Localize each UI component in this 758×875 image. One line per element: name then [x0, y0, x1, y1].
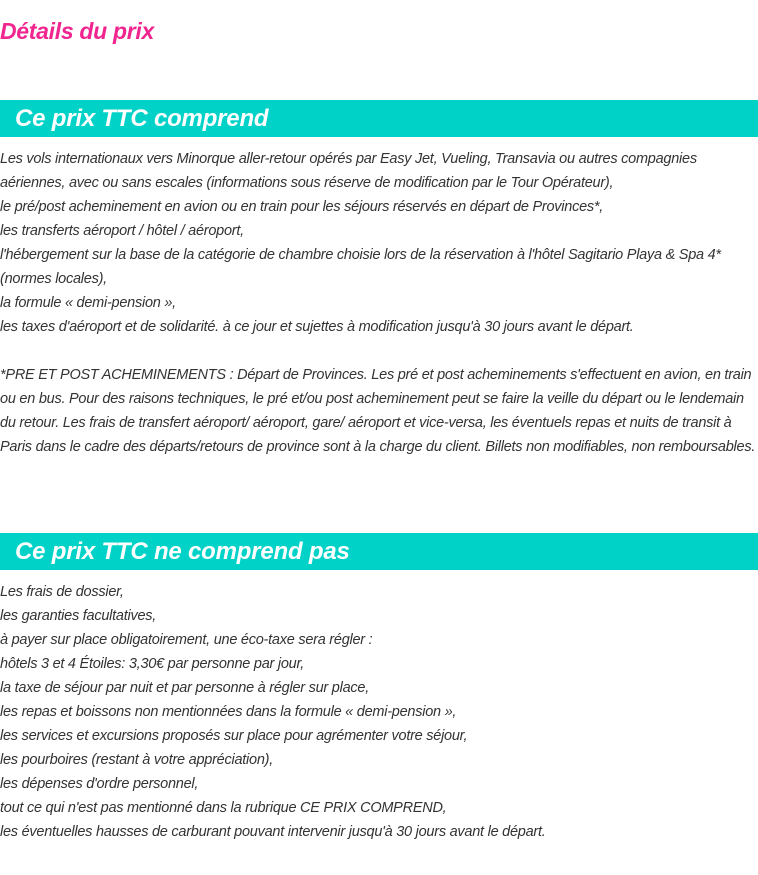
- includes-heading: Ce prix TTC comprend: [15, 105, 269, 132]
- list-item: les transferts aéroport / hôtel / aéroport,: [0, 223, 244, 239]
- excludes-heading: Ce prix TTC ne comprend pas: [15, 538, 350, 565]
- list-item: les repas et boissons non mentionnées dans la formule « demi-pension »,: [0, 704, 457, 720]
- list-item: Les vols internationaux vers Minorque aller-retour opérés par Easy Jet, Vueling, Transavia ou autres compagnies aériennes, avec ou sans escales (informations sous réserve de modification par le Tour Opérateur),: [0, 151, 697, 191]
- list-item: la formule « demi-pension »,: [0, 295, 176, 311]
- page-title: Détails du prix: [0, 18, 154, 44]
- list-item: la taxe de séjour par nuit et par personne à régler sur place,: [0, 680, 369, 696]
- list-item: Les frais de dossier,: [0, 584, 124, 600]
- list-item: les taxes d'aéroport et de solidarité. à ce jour et sujettes à modification jusqu'à 30 jours avant le départ.: [0, 319, 634, 335]
- list-item: les services et excursions proposés sur place pour agrémenter votre séjour,: [0, 728, 468, 744]
- excludes-list: [0, 580, 758, 844]
- list-item: les éventuelles hausses de carburant pouvant intervenir jusqu'à 30 jours avant le départ.: [0, 824, 546, 840]
- list-item: hôtels 3 et 4 Étoiles: 3,30€ par personne par jour,: [0, 656, 305, 672]
- note-text: *PRE ET POST ACHEMINEMENTS : Départ de Provinces. Les pré et post acheminements s'effectuent en avion, en train ou en bus. Pour des raisons techniques, le pré et/ou post acheminement peut se faire la veille du départ ou le lendemain du retour. Les frais de transfert aéroport/ aéroport, gare/ aéroport et vice-versa, les éventuels repas et nuits de transit à Paris dans le cadre des départs/retours de province sont à la charge du client. Billets non modifiables, non remboursables.: [0, 367, 756, 455]
- list-item: les pourboires (restant à votre appréciation),: [0, 752, 274, 768]
- list-item: les dépenses d'ordre personnel,: [0, 776, 199, 792]
- list-item: l'hébergement sur la base de la catégorie de chambre choisie lors de la réservation à l'hôtel Sagitario Playa & Spa 4* (normes locales),: [0, 247, 721, 287]
- includes-section-header: [0, 100, 758, 137]
- list-item: les garanties facultatives,: [0, 608, 157, 624]
- list-item: à payer sur place obligatoirement, une éco-taxe sera régler :: [0, 632, 373, 648]
- list-item: tout ce qui n'est pas mentionné dans la rubrique CE PRIX COMPREND,: [0, 800, 447, 816]
- acheminements-note: [0, 363, 758, 459]
- includes-list: [0, 147, 758, 339]
- list-item: le pré/post acheminement en avion ou en train pour les séjours réservés en départ de Provinces*,: [0, 199, 604, 215]
- excludes-section-header: [0, 533, 758, 570]
